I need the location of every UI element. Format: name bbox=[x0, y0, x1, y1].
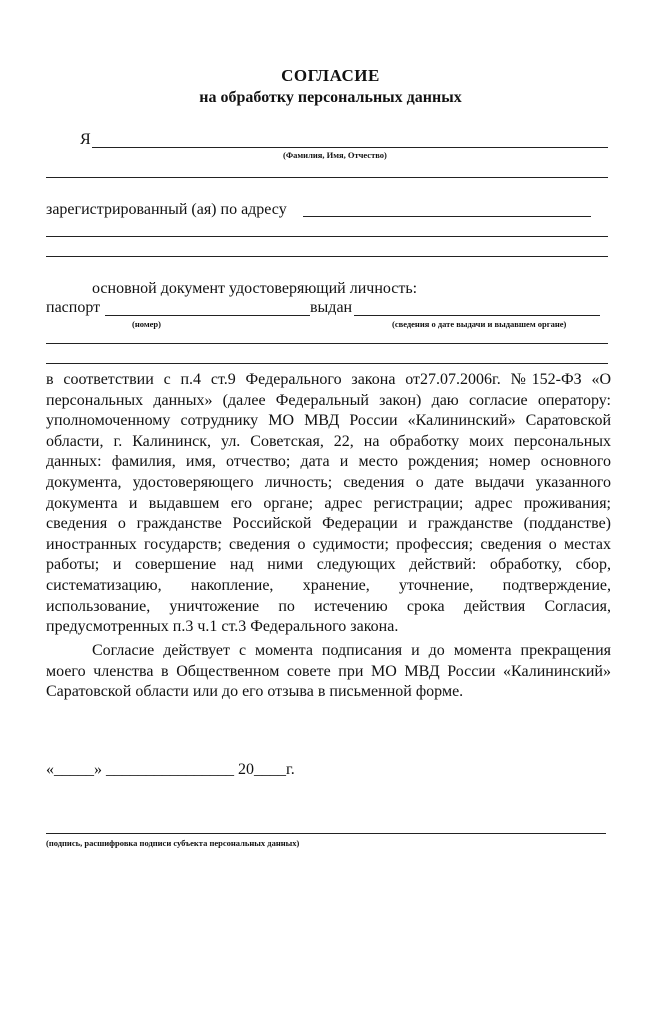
passport-number-line bbox=[105, 315, 310, 316]
issued-by-line bbox=[354, 315, 600, 316]
address-label: зарегистрированный (ая) по адресу bbox=[46, 201, 287, 218]
address-line bbox=[303, 216, 591, 217]
address-line-2 bbox=[46, 236, 608, 237]
address-line-3 bbox=[46, 256, 608, 257]
signature-caption: (подпись, расшифровка подписи субъекта персональных данных) bbox=[46, 838, 300, 848]
fio-continuation-line bbox=[46, 177, 608, 178]
validity-paragraph: Согласие действует с момента подписания и до момента прекращения моего членства в Общественном совете при МО МВД России «Калининский» Саратовской области или до его отзыва в письменной форме. bbox=[46, 642, 611, 701]
fio-caption: (Фамилия, Имя, Отчество) bbox=[283, 150, 387, 160]
fio-line bbox=[92, 147, 608, 148]
document-title: СОГЛАСИЕ bbox=[281, 66, 380, 85]
document-subtitle: на обработку персональных данных bbox=[199, 89, 462, 106]
issued-continuation-line-2 bbox=[46, 363, 608, 364]
identity-document-label: основной документ удостоверяющий личность: bbox=[92, 280, 418, 297]
passport-label: паспорт bbox=[46, 299, 101, 316]
issued-label: выдан bbox=[310, 299, 353, 316]
number-caption: (номер) bbox=[132, 319, 161, 329]
consent-text-paragraph: в соответствии с п.4 ст.9 Федерального закона от27.07.2006г. №152-ФЗ «О персональных данных» (далее Федеральный закон) даю согласие оператору: уполномоченному сотруднику МО МВД России «Калининский» Саратовской области, г. Калининск, ул. Советская, 22, на обработку моих персональных данных: фамилия, имя, отчество; дата и место рождения; номер основного документа, удостоверяющего личность; сведения о дате выдачи указанного документа и выдавшем его органе; адрес регистрации; адрес проживания; сведения о гражданстве Российской Федерации и гражданстве (подданстве) иностранных государств; сведения о судимости; профессия; сведения о местах работы; и совершение над ними следующих действий: обработку, сбор, систематизацию, накопление, хранение, уточнение, подтверждение, использование, уничтожение по истечению срока действия Согласия, предусмотренных п.3 ч.1 ст.3 Федерального закона. bbox=[46, 371, 611, 636]
signature-line bbox=[46, 833, 606, 834]
date-line: «_____» ________________ 20____г. bbox=[46, 761, 295, 778]
issued-continuation-line bbox=[46, 343, 608, 344]
ya-label: Я bbox=[80, 131, 91, 148]
issued-caption: (сведения о дате выдачи и выдавшем органе) bbox=[392, 319, 567, 329]
